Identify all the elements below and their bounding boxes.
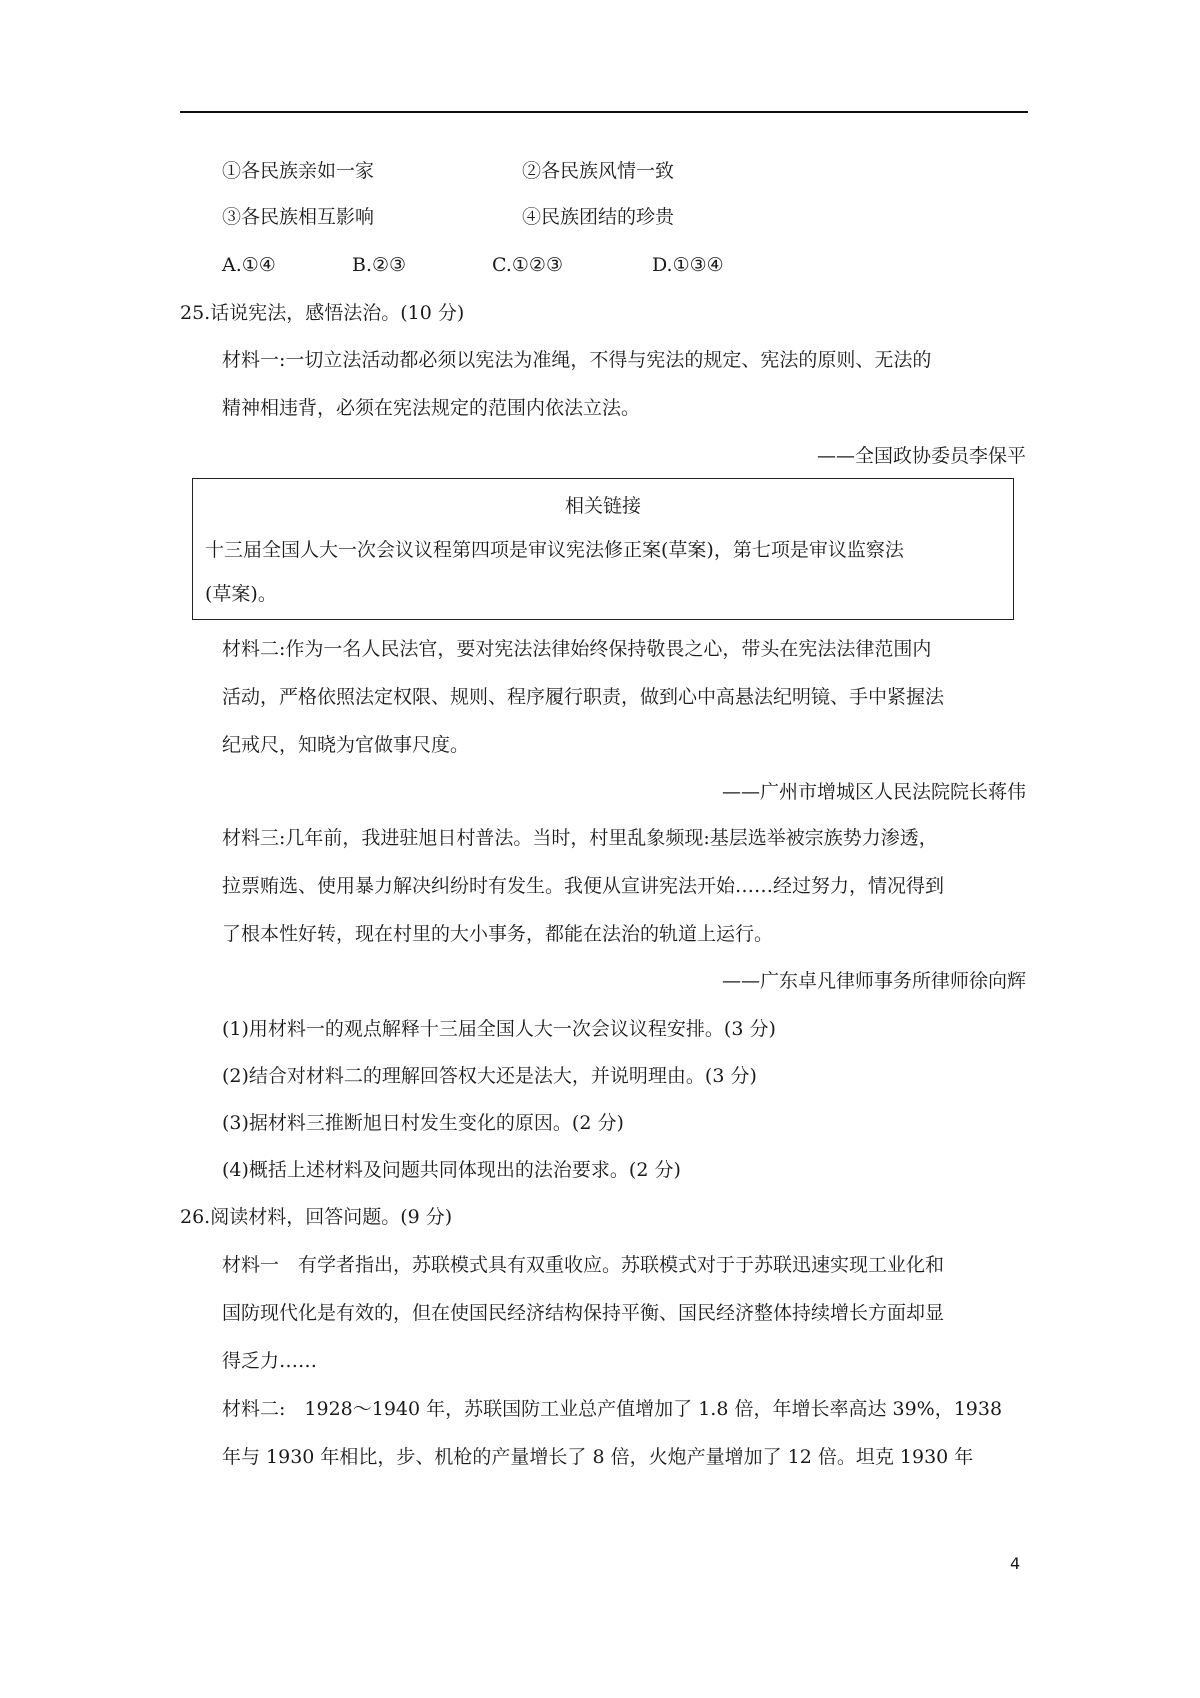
choice-a: A.①④	[222, 254, 276, 276]
q25-material1-line: 精神相违背，必须在宪法规定的范围内依法立法。	[222, 397, 641, 419]
header-rule	[180, 111, 1028, 113]
related-link-title: 相关链接	[564, 495, 641, 517]
question-26-title: 26.阅读材料，回答问题。(9 分)	[180, 1206, 453, 1228]
q26-material2-line: 年与 1930 年相比，步、机枪的产量增长了 8 倍，火炮产量增加了 12 倍。坦克 1930 年	[222, 1446, 974, 1468]
choice-b: B.②③	[352, 254, 407, 276]
q25-material1-source: ——全国政协委员李保平	[816, 445, 1026, 467]
q26-material2-line: 材料二: 1928～1940 年，苏联国防工业总产值增加了 1.8 倍，年增长率高达 39%，1938	[222, 1398, 1003, 1420]
q25-material3-line: 材料三:几年前，我进驻旭日村普法。当时，村里乱象频现:基层选举被宗族势力渗透，	[222, 827, 938, 849]
question-25-title: 25.话说宪法，感悟法治。(10 分)	[180, 302, 465, 324]
option-2: ②各民族风情一致	[522, 160, 675, 182]
choice-d: D.①③④	[652, 254, 724, 276]
q25-material3-source: ——广东卓凡律师事务所律师徐向辉	[721, 970, 1026, 992]
q25-subquestion-4: (4)概括上述材料及问题共同体现出的法治要求。(2 分)	[222, 1159, 681, 1181]
q25-material2-line: 纪戒尺，知晓为官做事尺度。	[222, 734, 470, 756]
q25-material2-line: 活动，严格依照法定权限、规则、程序履行职责，做到心中高悬法纪明镜、手中紧握法	[222, 686, 945, 708]
q25-subquestion-2: (2)结合对材料二的理解回答权大还是法大，并说明理由。(3 分)	[222, 1065, 757, 1087]
q25-subquestion-1: (1)用材料一的观点解释十三届全国人大一次会议议程安排。(3 分)	[222, 1018, 776, 1040]
q26-material1-line: 得乏力……	[222, 1350, 318, 1372]
option-1: ①各民族亲如一家	[222, 160, 375, 182]
option-3: ③各民族相互影响	[222, 206, 375, 228]
choice-c: C.①②③	[492, 254, 563, 276]
related-link-line: 十三届全国人大一次会议议程第四项是审议宪法修正案(草案)，第七项是审议监察法	[205, 539, 904, 561]
q25-material2-line: 材料二:作为一名人民法官，要对宪法法律始终保持敬畏之心，带头在宪法法律范围内	[222, 638, 932, 660]
q25-material3-line: 了根本性好转，现在村里的大小事务，都能在法治的轨道上运行。	[222, 923, 774, 945]
q25-material1-line: 材料一:一切立法活动都必须以宪法为准绳，不得与宪法的规定、宪法的原则、无法的	[222, 349, 932, 371]
q26-material1-line: 材料一 有学者指出，苏联模式具有双重收应。苏联模式对于于苏联迅速实现工业化和	[222, 1254, 945, 1276]
page-number: 4	[1010, 1554, 1021, 1573]
related-link-line: (草案)。	[205, 583, 277, 605]
q25-subquestion-3: (3)据材料三推断旭日村发生变化的原因。(2 分)	[222, 1112, 624, 1134]
q26-material1-line: 国防现代化是有效的，但在使国民经济结构保持平衡、国民经济整体持续增长方面却显	[222, 1302, 945, 1324]
option-4: ④民族团结的珍贵	[522, 206, 675, 228]
q25-material2-source: ——广州市增城区人民法院院长蒋伟	[721, 781, 1026, 803]
q25-material3-line: 拉票贿选、使用暴力解决纠纷时有发生。我便从宣讲宪法开始……经过努力，情况得到	[222, 875, 945, 897]
related-link-box	[192, 478, 1014, 620]
